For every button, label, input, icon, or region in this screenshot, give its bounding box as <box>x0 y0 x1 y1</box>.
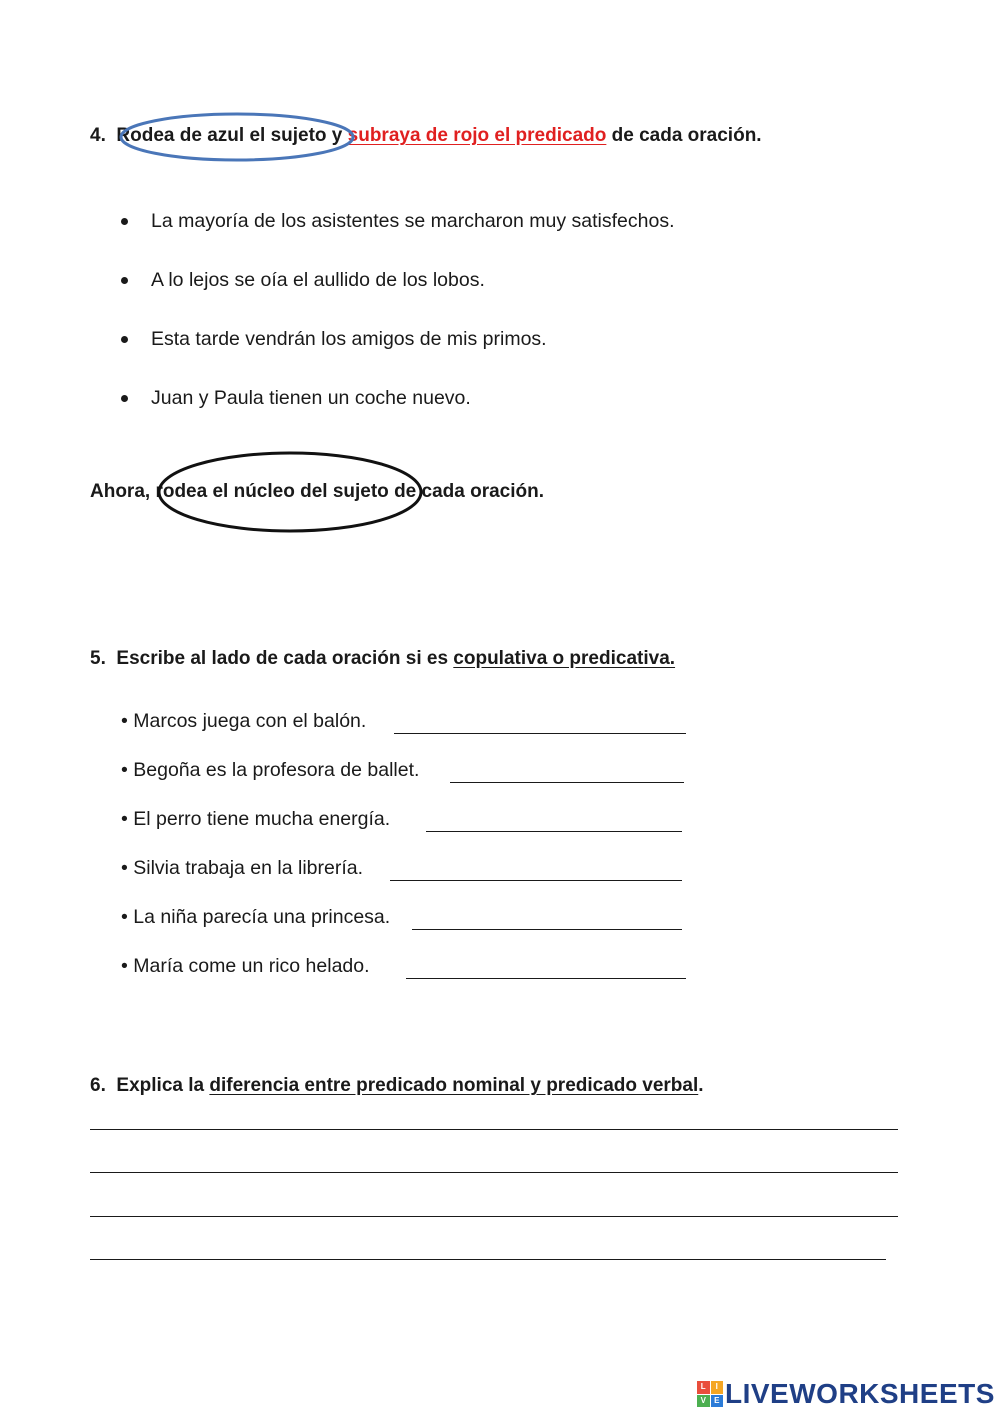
classify-item: • Marcos juega con el balón. <box>121 710 367 732</box>
question-6-heading <box>90 1075 704 1097</box>
sentence-item: La mayoría de los asistentes se marcharon muy satisfechos. <box>151 210 675 232</box>
classify-item: • El perro tiene mucha energía. <box>121 808 391 830</box>
classify-item: • La niña parecía una princesa. <box>121 906 391 928</box>
instruction-tail: de cada oración. <box>606 125 762 146</box>
question-number: 4. <box>90 125 106 146</box>
logo-mark-letter: L <box>697 1381 710 1394</box>
answer-line[interactable] <box>90 1259 886 1260</box>
question-4-heading <box>90 125 762 147</box>
logo-text: LIVEWORKSHEETS <box>725 1378 995 1409</box>
answer-blank[interactable] <box>406 978 686 979</box>
logo-mark-icon <box>697 1381 723 1407</box>
logo-mark-letter: I <box>711 1381 724 1394</box>
answer-blank[interactable] <box>394 733 686 734</box>
bullet-icon <box>121 218 128 225</box>
nucleus-instruction-tail: de cada oración. <box>388 481 545 502</box>
sentence-item: A lo lejos se oía el aullido de los lobos. <box>151 269 485 291</box>
sentence-item: Esta tarde vendrán los amigos de mis primos. <box>151 328 547 350</box>
q6-instruction: Explica la <box>116 1075 210 1096</box>
nucleus-instruction-lead: Ahora, <box>90 481 156 502</box>
q5-instruction: Escribe al lado de cada oración si es <box>116 648 454 669</box>
nucleus-instruction-core: rodea el núcleo del sujeto <box>155 481 389 502</box>
question-5-heading <box>90 648 675 670</box>
classify-item: • Begoña es la profesora de ballet. <box>121 759 420 781</box>
q6-instruction-tail: . <box>698 1075 704 1096</box>
q5-instruction-emphasis: copulativa o predicativa. <box>453 648 676 669</box>
question-number: 6. <box>90 1075 106 1096</box>
liveworksheets-logo <box>697 1378 995 1410</box>
answer-blank[interactable] <box>426 831 682 832</box>
classify-item: • María come un rico helado. <box>121 955 370 977</box>
bullet-icon <box>121 277 128 284</box>
bullet-icon <box>121 336 128 343</box>
answer-line[interactable] <box>90 1216 898 1217</box>
instruction-connector: y <box>326 125 348 146</box>
instruction-predicate: subraya de rojo el predicado <box>347 125 607 146</box>
sentence-item: Juan y Paula tienen un coche nuevo. <box>151 387 471 409</box>
instruction-subject: Rodea de azul el sujeto <box>116 125 327 146</box>
question-number: 5. <box>90 648 106 669</box>
q6-instruction-emphasis: diferencia entre predicado nominal y predicado verbal <box>209 1075 699 1096</box>
answer-line[interactable] <box>90 1172 898 1173</box>
classify-item: • Silvia trabaja en la librería. <box>121 857 364 879</box>
answer-blank[interactable] <box>412 929 682 930</box>
answer-line[interactable] <box>90 1129 898 1130</box>
nucleus-instruction <box>90 481 544 503</box>
answer-blank[interactable] <box>390 880 682 881</box>
logo-mark-letter: E <box>711 1395 724 1408</box>
answer-blank[interactable] <box>450 782 684 783</box>
logo-mark-letter: V <box>697 1395 710 1408</box>
bullet-icon <box>121 395 128 402</box>
